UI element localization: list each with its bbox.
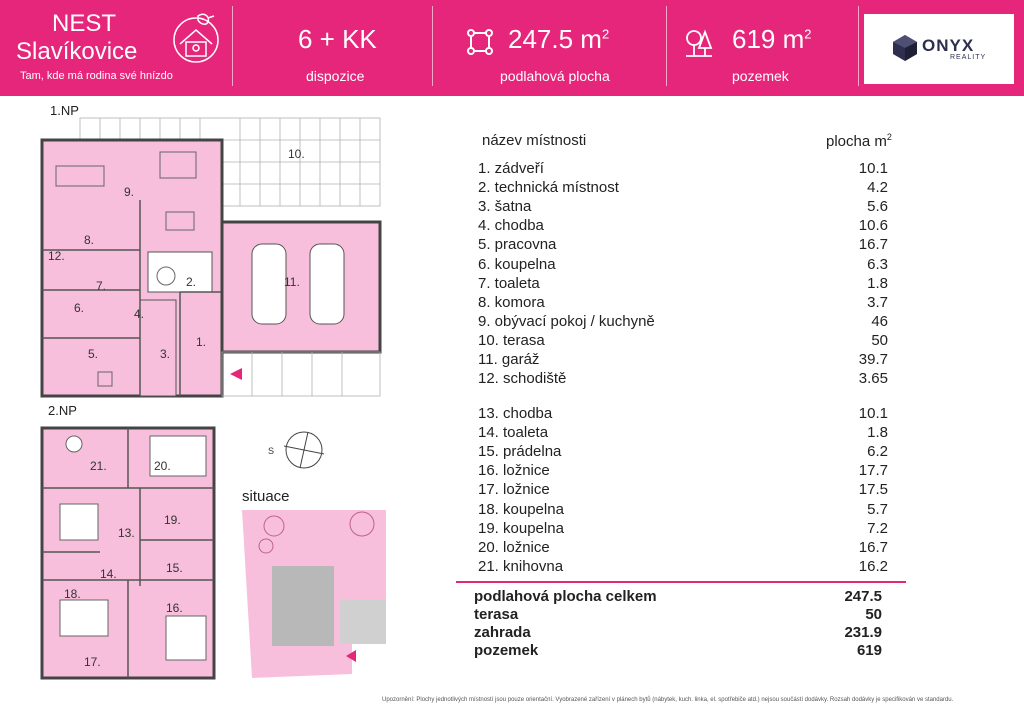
floor-area-label: podlahová plocha — [500, 68, 610, 84]
table-row — [478, 275, 888, 294]
trees-icon — [684, 28, 714, 58]
totals-divider — [456, 581, 906, 583]
floor-area-value: 247.5 $m^2$ — [508, 24, 610, 54]
floor1-label: 1.NP — [50, 103, 79, 118]
room-3: 3. — [160, 347, 171, 361]
room-name: 6. koupelna — [478, 255, 556, 273]
room-20: 20. — [154, 459, 171, 473]
room-area: 10.1 — [858, 405, 888, 422]
room-2: 2. — [186, 275, 197, 289]
room-area: 46 — [871, 312, 888, 330]
table-row — [478, 332, 888, 351]
room-11: 11. — [284, 275, 300, 289]
room-area: 1.8 — [867, 424, 888, 442]
floor2-label: 2.NP — [48, 403, 77, 418]
table-row — [478, 160, 888, 179]
room-8: 8. — [84, 233, 95, 247]
garage — [222, 222, 380, 352]
room-name: 21. knihovna — [478, 557, 564, 575]
header-divider — [858, 6, 859, 86]
room-10: 10. — [288, 147, 305, 161]
room-area: 16.7 — [858, 236, 888, 254]
room-21: 21. — [90, 459, 107, 473]
table-row — [478, 462, 888, 481]
room-name: 20. ložnice — [478, 538, 550, 556]
room-area: 16.2 — [858, 557, 888, 575]
table-row — [478, 198, 888, 217]
room-16: 16. — [166, 601, 183, 615]
room-15: 15. — [166, 561, 183, 575]
room-6: 6. — [74, 301, 85, 315]
room-area: 39.7 — [858, 351, 888, 368]
room-area: 50 — [871, 331, 888, 349]
col-name-header: název místnosti — [482, 132, 587, 149]
room-name: 13. chodba — [478, 405, 553, 422]
table-row — [478, 179, 888, 198]
total-row — [474, 606, 888, 624]
room-area: 5.6 — [867, 198, 888, 216]
logo-subtitle: REALITY — [950, 54, 987, 61]
compass-icon — [284, 432, 324, 468]
header-bar — [0, 0, 1024, 96]
table-row — [478, 501, 888, 520]
room-name: 14. toaleta — [478, 424, 549, 442]
room-name: 5. pracovna — [478, 236, 557, 254]
room-13: 13. — [118, 526, 135, 540]
header-divider — [666, 6, 667, 86]
disclaimer-note: Upozornění: Plochy jednotlivých místností jsou pouze orientační. Vyobrazené zařízení v plánech bytů (nábytek, kuch. linka, el. spotřebiče atd.) nejsou součástí dodávky. Rozsah dodávky je specifikován ve standardu. — [382, 697, 954, 703]
room-name: zahrada — [474, 624, 531, 641]
room-14: 14. — [100, 567, 117, 581]
room-area: 17.5 — [858, 481, 888, 499]
room-name: 15. prádelna — [478, 443, 562, 461]
total-row — [474, 588, 888, 606]
room-name: pozemek — [474, 642, 539, 659]
room-18: 18. — [64, 587, 81, 601]
brand-line-2: Slavíkovice — [16, 38, 138, 65]
room-area: 1.8 — [867, 274, 888, 292]
room-area: 16.7 — [858, 538, 888, 556]
room-12: 12. — [48, 249, 65, 263]
room-17: 17. — [84, 655, 101, 669]
site-plan — [242, 510, 386, 678]
room-name: 9. obývací pokoj / kuchyně — [478, 312, 655, 330]
room-area: 247.5 — [844, 588, 882, 605]
room-area: 5.7 — [867, 500, 888, 518]
plot-value: 619 $m^2$ — [732, 24, 812, 54]
room-area: 4.2 — [867, 179, 888, 197]
room-area: 50 — [865, 606, 882, 623]
room-name: 4. chodba — [478, 217, 544, 235]
brand-line-1: NEST — [52, 10, 117, 37]
table-row — [478, 405, 888, 424]
table-row — [478, 443, 888, 462]
brand-tagline: Tam, kde má rodina své hnízdo — [20, 70, 173, 82]
logo-name: ONYX — [922, 36, 975, 55]
table-row — [478, 313, 888, 332]
plot-label: pozemek — [732, 68, 789, 84]
room-name: 2. technická místnost — [478, 179, 619, 197]
header-divider — [432, 6, 433, 86]
floor-area-cell — [450, 0, 650, 96]
room-name: 16. ložnice — [478, 462, 550, 480]
room-name: 1. zádveří — [478, 160, 544, 177]
room-9: 9. — [124, 185, 135, 199]
header-divider — [232, 6, 233, 86]
floor-plans-drawing — [0, 100, 440, 700]
layout-cell — [250, 0, 420, 96]
bird-house-icon — [168, 10, 224, 66]
table-row — [478, 217, 888, 236]
room-name: 12. schodiště — [478, 370, 567, 388]
room-7: 7. — [96, 279, 107, 293]
table-row — [478, 481, 888, 500]
total-row — [474, 624, 888, 642]
room-area: 10.6 — [858, 217, 888, 235]
col-area-header: plocha $m^2$ — [826, 132, 892, 150]
table-row — [478, 558, 888, 577]
room-name: 17. ložnice — [478, 481, 550, 499]
table-row — [478, 294, 888, 313]
onyx-logo — [864, 14, 1014, 84]
room-5: 5. — [88, 347, 99, 361]
entrance-marker-icon — [230, 368, 242, 380]
table-row — [478, 520, 888, 539]
room-name: podlahová plocha celkem — [474, 588, 657, 605]
floor-area-icon — [466, 28, 494, 56]
room-name: 18. koupelna — [478, 500, 564, 518]
room-area: 10.1 — [858, 160, 888, 177]
room-19: 19. — [164, 513, 181, 527]
room-area: 231.9 — [844, 624, 882, 641]
table-row — [478, 370, 888, 389]
room-name: terasa — [474, 606, 519, 623]
layout-value: 6 + KK — [298, 24, 377, 54]
room-area: 3.7 — [867, 293, 888, 311]
room-name: 10. terasa — [478, 331, 545, 349]
room-4: 4. — [134, 307, 145, 321]
table-row — [478, 256, 888, 275]
room-name: 8. komora — [478, 293, 545, 311]
room-name: 11. garáž — [478, 351, 540, 368]
room-area: 6.2 — [867, 443, 888, 461]
room-area: 3.65 — [858, 370, 888, 388]
room-name: 19. koupelna — [478, 519, 564, 537]
plot-cell — [680, 0, 850, 96]
table-row — [478, 539, 888, 558]
total-row — [474, 642, 888, 660]
onyx-hexagon-icon — [892, 34, 918, 62]
room-1: 1. — [196, 335, 207, 349]
site-label: situace — [242, 488, 290, 505]
room-area: 6.3 — [867, 255, 888, 273]
layout-label: dispozice — [306, 68, 365, 84]
compass-label: S — [268, 446, 275, 456]
room-area: 17.7 — [858, 462, 888, 480]
table-row — [478, 424, 888, 443]
table-row — [478, 236, 888, 255]
room-area: 7.2 — [867, 519, 888, 537]
room-area: 619 — [856, 642, 882, 659]
room-name: 7. toaleta — [478, 274, 540, 292]
room-name: 3. šatna — [478, 198, 532, 216]
table-row — [478, 351, 888, 370]
